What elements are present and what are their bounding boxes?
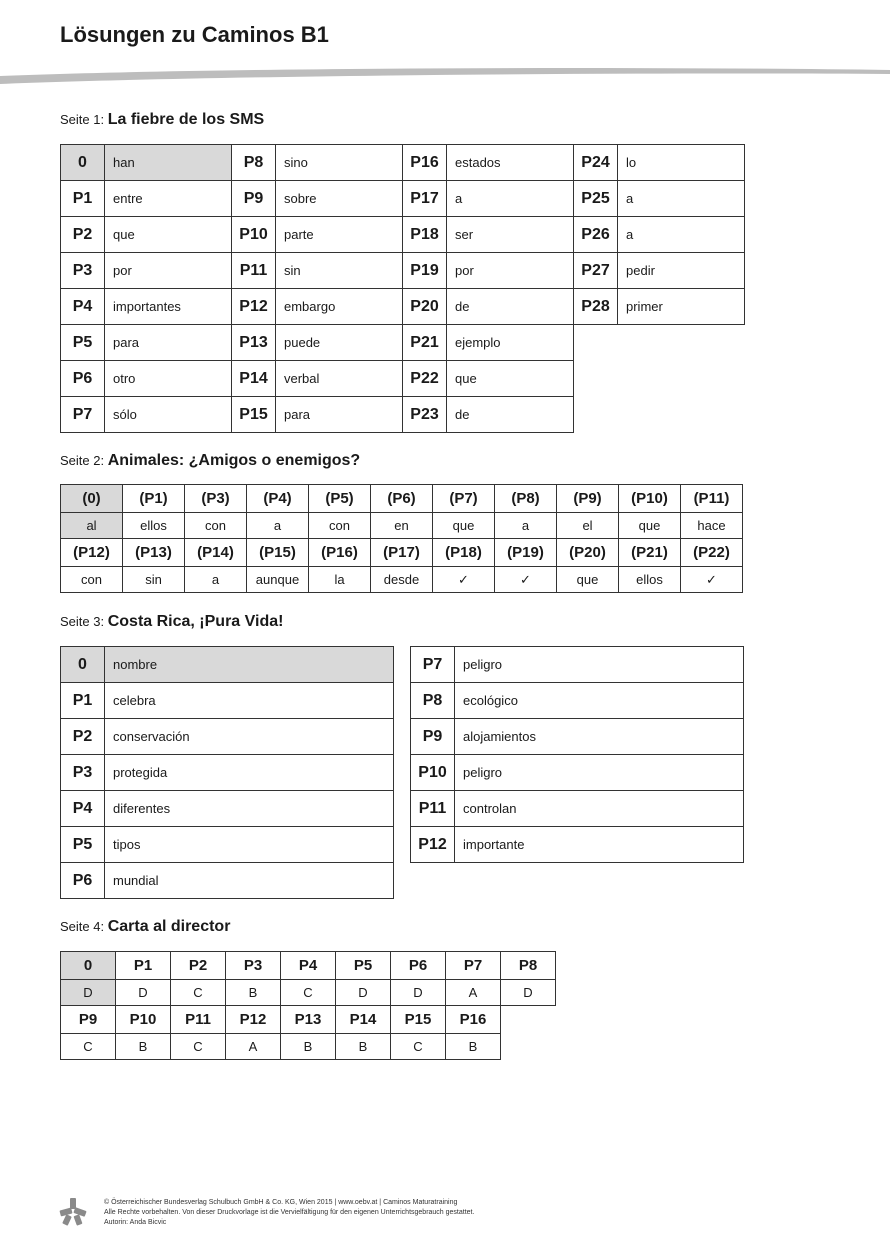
table-row [61,145,745,181]
answer-key: P8 [411,683,455,719]
answer-key: P10 [232,217,276,253]
empty-cell [501,1006,556,1034]
answer-key: P5 [61,325,105,361]
table-row [61,980,556,1006]
answer-value: ser [447,217,574,253]
table-row [61,361,745,397]
question-label: (P7) [433,485,495,513]
question-label: P9 [61,1006,116,1034]
question-label: (P5) [309,485,371,513]
footer-author: Autorin: Anda Bicvic [104,1219,167,1226]
table-row [61,485,743,513]
answer-value: embargo [276,289,403,325]
answer-value: que [433,513,495,539]
table-row [61,181,745,217]
question-label: (P8) [495,485,557,513]
answer-key: P11 [411,791,455,827]
empty-cell [618,325,745,361]
answer-value: celebra [105,683,394,719]
footer-text [104,1198,474,1228]
question-label: P1 [116,952,171,980]
answer-key: P23 [403,397,447,433]
answer-value: C [281,980,336,1006]
answer-value: por [447,253,574,289]
answer-key: P10 [411,755,455,791]
answer-value: que [447,361,574,397]
table-row [411,683,744,719]
answer-key: P25 [574,181,618,217]
table-row [61,289,745,325]
question-label: (P9) [557,485,619,513]
header-swoosh [0,64,890,88]
answer-key: P4 [61,791,105,827]
answer-value: aunque [247,567,309,593]
answer-value: ellos [123,513,185,539]
answer-key: P12 [411,827,455,863]
question-label: (P13) [123,539,185,567]
answer-value: a [447,181,574,217]
answer-key: P14 [232,361,276,397]
answer-value: ellos [619,567,681,593]
section-3-table-right [410,646,744,863]
question-label: P3 [226,952,281,980]
table-row [411,791,744,827]
answer-value: sin [276,253,403,289]
answer-value: otro [105,361,232,397]
answer-key: P21 [403,325,447,361]
answer-value: D [501,980,556,1006]
section-4-title: Carta al director [107,918,231,935]
question-label: P10 [116,1006,171,1034]
table-row [61,719,394,755]
answer-value: controlan [455,791,744,827]
question-label: (P3) [185,485,247,513]
table-row [61,539,743,567]
answer-value: D [336,980,391,1006]
answer-value: B [336,1034,391,1060]
table-row [61,755,394,791]
table-row [61,952,556,980]
question-label: 0 [61,952,116,980]
section-2-heading [60,452,360,470]
answer-value: B [226,980,281,1006]
answer-value: nombre [105,647,394,683]
table-row [61,647,394,683]
answer-value: primer [618,289,745,325]
answer-key: 0 [61,647,105,683]
section-2-title: Animales: ¿Amigos o enemigos? [107,452,361,469]
empty-cell [618,397,745,433]
answer-value: con [185,513,247,539]
table-row [411,755,744,791]
answer-key: P20 [403,289,447,325]
answer-key: P1 [61,181,105,217]
section-4-heading [60,918,230,936]
answer-value: protegida [105,755,394,791]
section-3-label: Seite 3: [60,614,105,629]
publisher-logo-icon [58,1196,88,1226]
answer-value: verbal [276,361,403,397]
answer-value: parte [276,217,403,253]
answer-key: P12 [232,289,276,325]
answer-value: C [391,1034,446,1060]
answer-value: al [61,513,123,539]
answer-value: con [61,567,123,593]
answer-value: ecológico [455,683,744,719]
answer-key: P18 [403,217,447,253]
answer-key: P3 [61,755,105,791]
table-row [61,863,394,899]
table-row [61,217,745,253]
section-1-title: La fiebre de los SMS [107,111,265,128]
answer-value: a [618,217,745,253]
answer-key: P8 [232,145,276,181]
answer-value: D [61,980,116,1006]
answer-key: P6 [61,863,105,899]
answer-key: P17 [403,181,447,217]
answer-value: de [447,397,574,433]
question-label: (P10) [619,485,681,513]
answer-value: C [171,1034,226,1060]
question-label: (P20) [557,539,619,567]
answer-value: conservación [105,719,394,755]
answer-key: P11 [232,253,276,289]
answer-key: P26 [574,217,618,253]
answer-value: D [391,980,446,1006]
question-label: P5 [336,952,391,980]
answer-value: B [116,1034,171,1060]
page-title: Lösungen zu Caminos B1 [60,22,329,47]
question-label: (P18) [433,539,495,567]
answer-value: ejemplo [447,325,574,361]
answer-key: P7 [61,397,105,433]
question-label: (P19) [495,539,557,567]
answer-value: a [247,513,309,539]
section-1-label: Seite 1: [60,112,105,127]
answer-key: 0 [61,145,105,181]
section-3-heading [60,613,283,631]
section-4-label: Seite 4: [60,919,105,934]
answer-value: para [105,325,232,361]
question-label: (P4) [247,485,309,513]
answer-value: desde [371,567,433,593]
answer-value: A [226,1034,281,1060]
answer-key: P22 [403,361,447,397]
answer-value: sólo [105,397,232,433]
empty-cell [574,397,618,433]
answer-value: peligro [455,647,744,683]
section-1-heading [60,111,264,129]
table-row [61,827,394,863]
question-label: P14 [336,1006,391,1034]
table-row [61,1034,556,1060]
answer-value: A [446,980,501,1006]
question-label: (P22) [681,539,743,567]
answer-value: de [447,289,574,325]
empty-cell [574,325,618,361]
footer-copyright: © Österreichischer Bundesverlag Schulbuch GmbH & Co. KG, Wien 2015 | www.oebv.at | Caminos Maturatraining [104,1199,458,1206]
answer-value: que [557,567,619,593]
answer-key: P19 [403,253,447,289]
answer-value: que [105,217,232,253]
answer-value: por [105,253,232,289]
answer-value: B [281,1034,336,1060]
question-label: (P16) [309,539,371,567]
table-row [61,1006,556,1034]
answer-value: a [618,181,745,217]
answer-key: P9 [232,181,276,217]
table-row [411,719,744,755]
question-label: (P11) [681,485,743,513]
answer-key: P6 [61,361,105,397]
answer-value: ✓ [433,567,495,593]
answer-value: alojamientos [455,719,744,755]
section-1-table [60,144,745,433]
answer-value: diferentes [105,791,394,827]
answer-key: P24 [574,145,618,181]
answer-value: en [371,513,433,539]
question-label: P16 [446,1006,501,1034]
empty-cell [618,361,745,397]
table-row [61,683,394,719]
answer-key: P27 [574,253,618,289]
answer-value: mundial [105,863,394,899]
question-label: (0) [61,485,123,513]
answer-value: pedir [618,253,745,289]
empty-cell [574,361,618,397]
answer-value: importante [455,827,744,863]
answer-value: C [171,980,226,1006]
table-row [411,647,744,683]
answer-value: sino [276,145,403,181]
answer-value: ✓ [495,567,557,593]
section-2-table [60,484,743,593]
table-row [61,791,394,827]
table-row [61,397,745,433]
table-row [61,567,743,593]
answer-value: importantes [105,289,232,325]
question-label: P11 [171,1006,226,1034]
answer-value: lo [618,145,745,181]
section-3-title: Costa Rica, ¡Pura Vida! [107,613,284,630]
answer-value: C [61,1034,116,1060]
answer-value: a [495,513,557,539]
answer-key: P4 [61,289,105,325]
answer-value: sin [123,567,185,593]
question-label: P6 [391,952,446,980]
answer-value: la [309,567,371,593]
answer-value: para [276,397,403,433]
answer-value: D [116,980,171,1006]
answer-key: P15 [232,397,276,433]
answer-value: estados [447,145,574,181]
answer-key: P2 [61,719,105,755]
question-label: P7 [446,952,501,980]
answer-value: B [446,1034,501,1060]
question-label: P2 [171,952,226,980]
answer-value: con [309,513,371,539]
table-row [411,827,744,863]
question-label: (P6) [371,485,433,513]
answer-key: P9 [411,719,455,755]
table-row [61,325,745,361]
section-3-table-left [60,646,394,899]
footer-rights: Alle Rechte vorbehalten. Von dieser Druckvorlage ist die Vervielfältigung für den eigenen Unterrichtsgebrauch gestattet. [104,1209,475,1216]
answer-key: P7 [411,647,455,683]
question-label: P13 [281,1006,336,1034]
answer-value: tipos [105,827,394,863]
answer-value: que [619,513,681,539]
section-2-label: Seite 2: [60,453,105,468]
answer-key: P13 [232,325,276,361]
section-4-table [60,951,556,1060]
answer-value: peligro [455,755,744,791]
empty-cell [501,1034,556,1060]
answer-key: P3 [61,253,105,289]
answer-value: el [557,513,619,539]
answer-key: P16 [403,145,447,181]
answer-key: P5 [61,827,105,863]
question-label: (P1) [123,485,185,513]
answer-value: a [185,567,247,593]
answer-value: entre [105,181,232,217]
answer-key: P2 [61,217,105,253]
table-row [61,253,745,289]
question-label: (P15) [247,539,309,567]
answer-value: hace [681,513,743,539]
question-label: (P21) [619,539,681,567]
answer-value: sobre [276,181,403,217]
answer-value: puede [276,325,403,361]
question-label: (P14) [185,539,247,567]
answer-key: P28 [574,289,618,325]
answer-value: ✓ [681,567,743,593]
answer-value: han [105,145,232,181]
question-label: P8 [501,952,556,980]
question-label: (P12) [61,539,123,567]
question-label: P4 [281,952,336,980]
answer-key: P1 [61,683,105,719]
table-row [61,513,743,539]
question-label: P15 [391,1006,446,1034]
question-label: (P17) [371,539,433,567]
question-label: P12 [226,1006,281,1034]
